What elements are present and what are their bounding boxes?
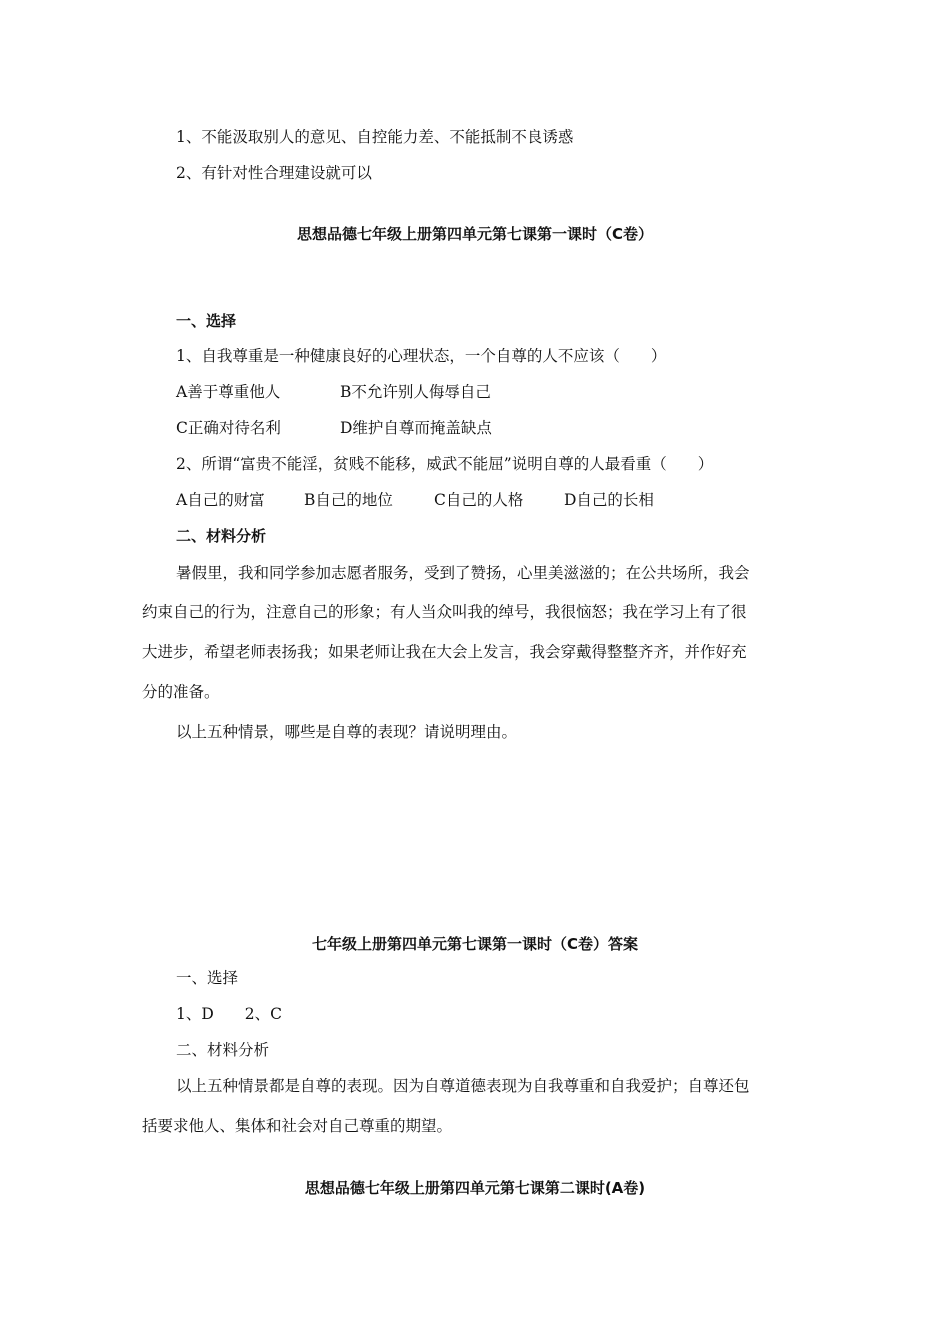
prev-answer-line-2: 2、有针对性合理建设就可以 bbox=[176, 164, 372, 182]
answers-title: 七年级上册第四单元第七课第一课时（C卷）答案 bbox=[311, 935, 638, 953]
prev-answer-line-1: 1、不能汲取别人的意见、自控能力差、不能抵制不良诱惑 bbox=[176, 128, 574, 146]
part1-heading: 一、选择 bbox=[176, 312, 237, 330]
material-line-4: 分的准备。 bbox=[142, 683, 220, 701]
q2-option-d: D自己的长相 bbox=[564, 491, 654, 509]
material-line-1: 暑假里，我和同学参加志愿者服务，受到了赞扬，心里美滋滋的；在公共场所，我会 bbox=[176, 564, 750, 582]
q2-option-c: C自己的人格 bbox=[434, 491, 524, 509]
material-line-3: 大进步，希望老师表扬我；如果老师让我在大会上发言，我会穿戴得整整齐齐，并作好充 bbox=[142, 643, 747, 661]
question-2-options bbox=[176, 490, 654, 510]
question-1-options-cd bbox=[176, 418, 492, 438]
section-title-c: 思想品德七年级上册第四单元第七课第一课时（C卷） bbox=[296, 225, 653, 243]
q1-option-b: B不允许别人侮辱自己 bbox=[340, 383, 491, 401]
question-2: 2、所谓“富贵不能淫，贫贱不能移，威武不能屈”说明自尊的人最看重（ ） bbox=[176, 455, 714, 473]
q1-option-c: C正确对待名利 bbox=[176, 419, 281, 437]
q1-option-a: A善于尊重他人 bbox=[176, 383, 281, 401]
question-1: 1、自我尊重是一种健康良好的心理状态，一个自尊的人不应该（ ） bbox=[176, 347, 667, 365]
answers-part2-heading: 二、材料分析 bbox=[176, 1041, 270, 1059]
material-line-2: 约束自己的行为，注意自己的形象；有人当众叫我的绰号，我很恼怒；我在学习上有了很 bbox=[142, 603, 747, 621]
q1-option-d: D维护自尊而掩盖缺点 bbox=[340, 419, 492, 437]
choice-answers: 1、D 2、C bbox=[176, 1005, 283, 1023]
q2-option-a: A自己的财富 bbox=[176, 491, 265, 509]
q2-option-b: B自己的地位 bbox=[304, 491, 393, 509]
answers-part1-heading: 一、选择 bbox=[176, 969, 239, 987]
next-section-title: 思想品德七年级上册第四单元第七课第二课时(A卷) bbox=[304, 1179, 646, 1197]
material-question: 以上五种情景，哪些是自尊的表现？请说明理由。 bbox=[176, 723, 518, 741]
question-1-options-ab bbox=[176, 382, 491, 402]
part2-heading: 二、材料分析 bbox=[176, 527, 267, 545]
analysis-line-1: 以上五种情景都是自尊的表现。因为自尊道德表现为自我尊重和自我爱护；自尊还包 bbox=[176, 1077, 750, 1095]
analysis-line-2: 括要求他人、集体和社会对自己尊重的期望。 bbox=[142, 1117, 453, 1135]
